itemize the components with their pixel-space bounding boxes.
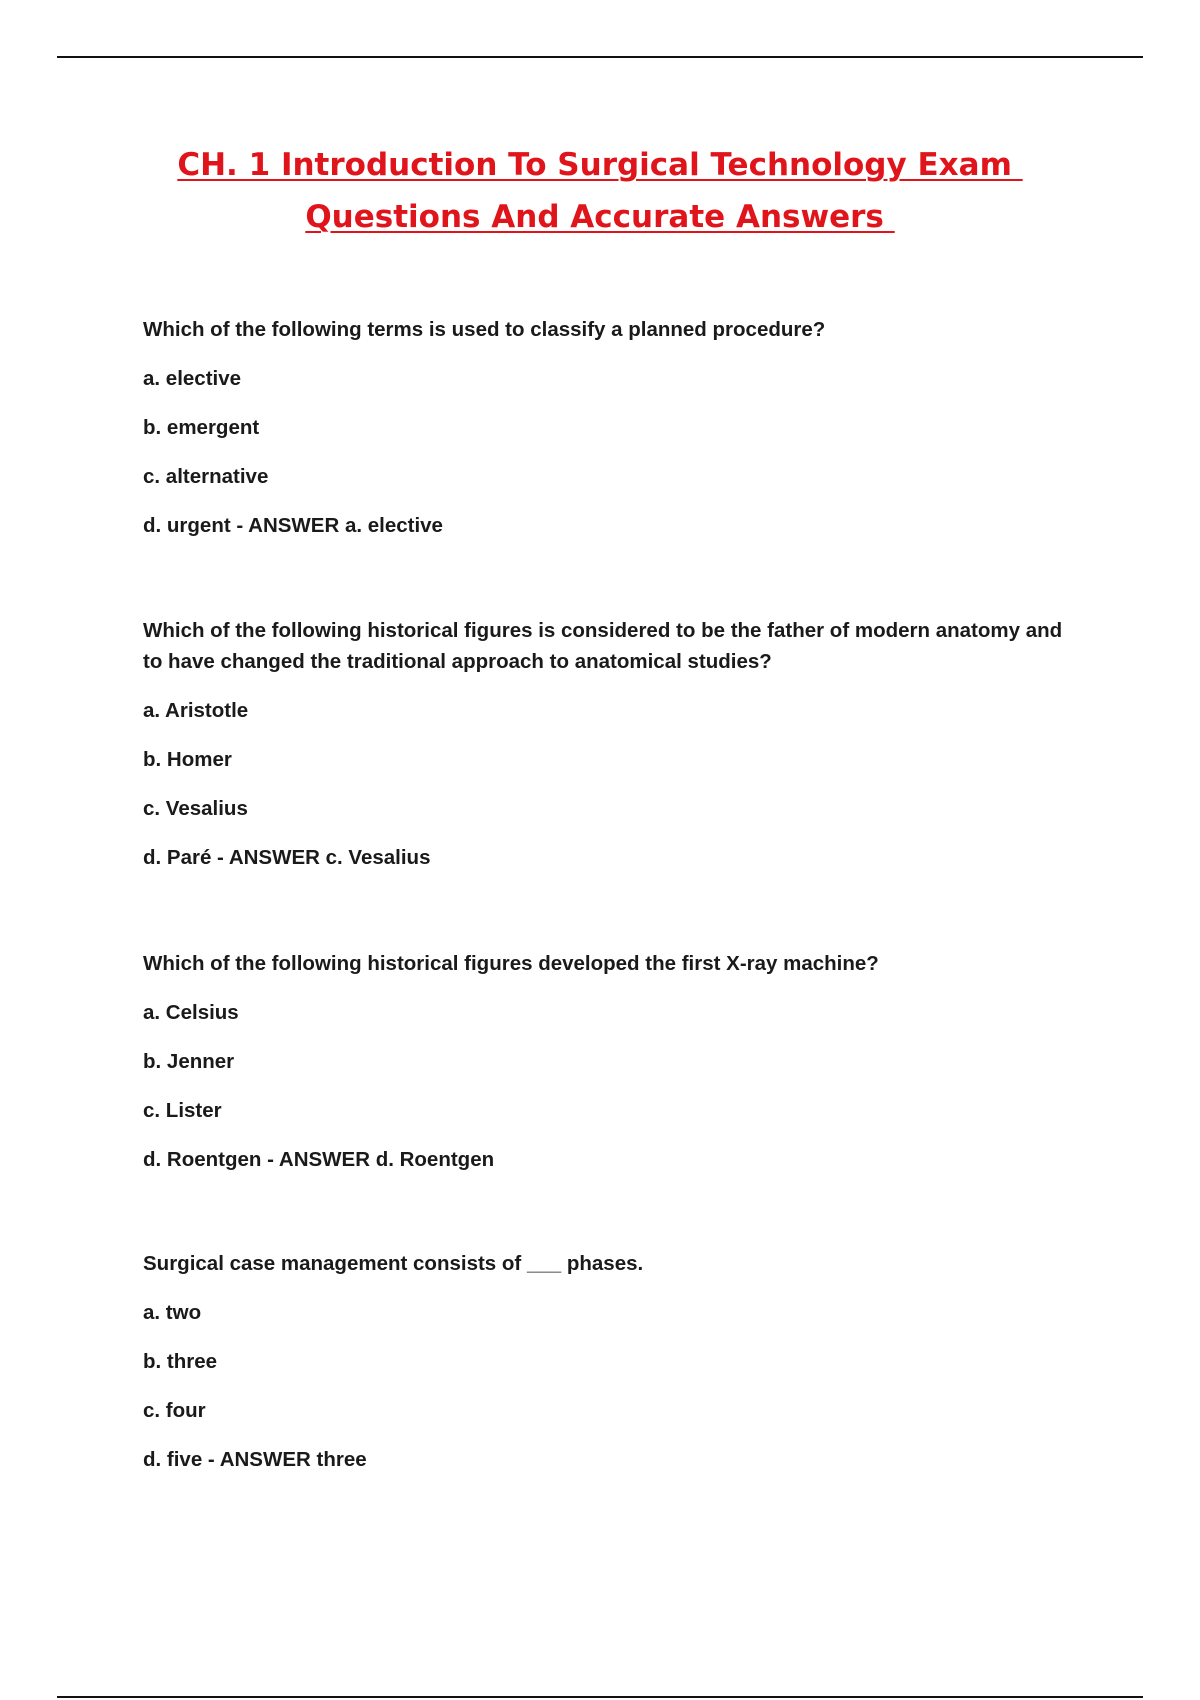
option-a: a. Celsius <box>143 1001 239 1024</box>
question-block-3 <box>143 948 1063 1175</box>
footer-rule <box>57 1696 1143 1698</box>
option-b: b. Homer <box>143 748 232 771</box>
option-b: b. emergent <box>143 416 260 439</box>
option-a: a. elective <box>143 367 242 390</box>
question-text: Which of the following terms is used to classify a planned procedure? <box>143 318 826 341</box>
question-text: Which of the following historical figures developed the first X-ray machine? <box>143 952 879 975</box>
option-a: a. two <box>143 1301 202 1324</box>
option-c: c. Vesalius <box>143 797 248 820</box>
question-text: Surgical case management consists of ___ phases. <box>143 1252 644 1275</box>
question-block-1 <box>143 314 1063 541</box>
question-block-2 <box>143 615 1063 873</box>
document-title <box>0 146 1200 250</box>
title-line-1: CH. 1 Introduction To Surgical Technology Exam <box>177 147 1023 183</box>
option-c: c. alternative <box>143 465 269 488</box>
option-b: b. three <box>143 1350 218 1373</box>
option-c: c. four <box>143 1399 206 1422</box>
option-a: a. Aristotle <box>143 699 249 722</box>
option-d-answer: d. Paré - ANSWER c. Vesalius <box>143 846 431 869</box>
title-line-2: Questions And Accurate Answers <box>305 199 895 235</box>
option-b: b. Jenner <box>143 1050 235 1073</box>
header-rule <box>57 56 1143 58</box>
question-text: Which of the following historical figures is considered to be the father of modern anatomy and to have changed the traditional approach to anatomical studies? <box>143 619 1063 673</box>
question-block-4 <box>143 1248 1063 1475</box>
option-c: c. Lister <box>143 1099 222 1122</box>
option-d-answer: d. urgent - ANSWER a. elective <box>143 514 443 537</box>
option-d-answer: d. Roentgen - ANSWER d. Roentgen <box>143 1148 495 1171</box>
question-list <box>143 314 1063 1494</box>
option-d-answer: d. five - ANSWER three <box>143 1448 367 1471</box>
